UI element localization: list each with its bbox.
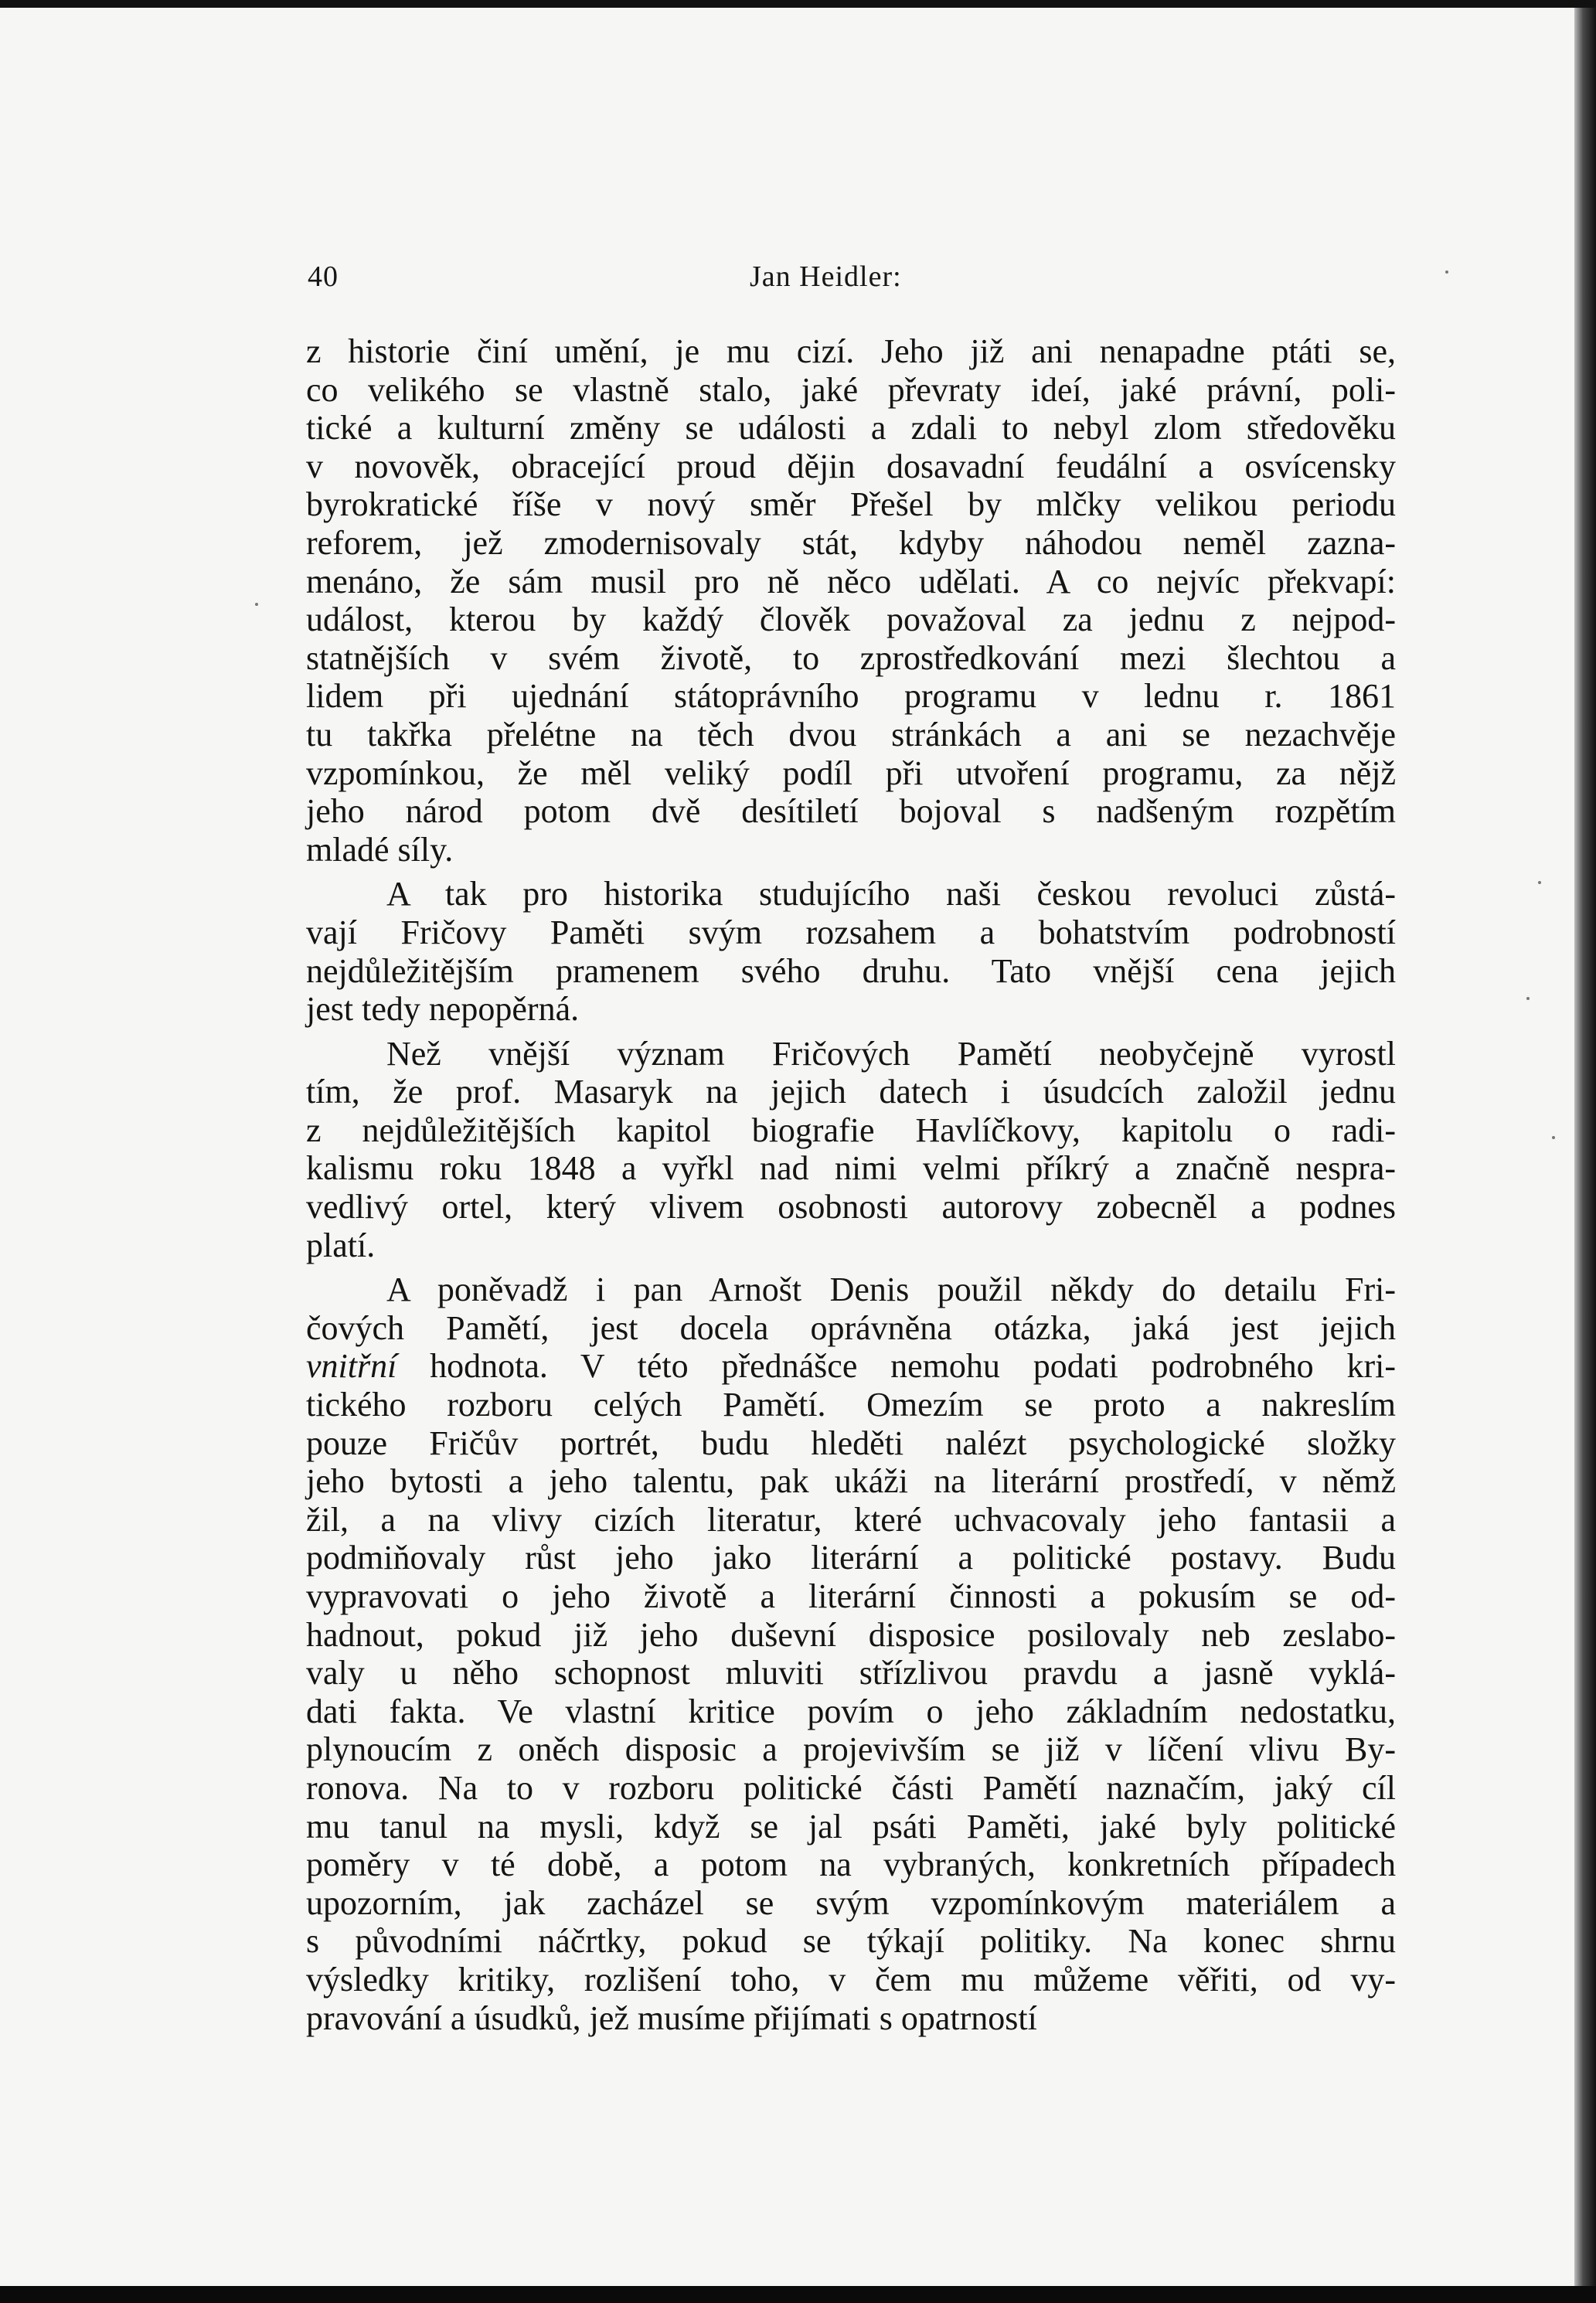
text-line: jeho národ potom dvě desítiletí bojoval s nadšeným rozpětím bbox=[306, 792, 1396, 831]
text-line: upozorním, jak zacházel se svým vzpomínkovým materiálem a bbox=[306, 1883, 1396, 1922]
text-line: lidem při ujednání státoprávního programu v lednu r. 1861 bbox=[306, 677, 1396, 716]
paragraph bbox=[306, 1035, 1396, 1265]
paragraph bbox=[306, 1271, 1396, 2037]
text-line: vají Fričovy Paměti svým rozsahem a bohatstvím podrobností bbox=[306, 913, 1396, 951]
text-line: platí. bbox=[306, 1226, 376, 1264]
text-line: jeho bytosti a jeho talentu, pak ukáži na literární prostředí, v němž bbox=[306, 1462, 1396, 1501]
text-line: jest tedy nepopěrná. bbox=[306, 990, 580, 1029]
text-line: mladé síly. bbox=[306, 830, 454, 869]
text-line: menáno, že sám musil pro ně něco udělati. A co nejvíc překvapí: bbox=[306, 562, 1396, 600]
text-line: A tak pro historika studujícího naši českou revoluci zůstá- bbox=[386, 875, 1396, 913]
text-line: žil, a na vlivy cizích literatur, které uchvacovaly jeho fantasii a bbox=[306, 1500, 1396, 1539]
text-line: Než vnější význam Fričových Pamětí neobyčejně vyrostl bbox=[386, 1034, 1396, 1073]
scan-edge-top bbox=[0, 0, 1596, 8]
text-line: v novověk, obracející proud dějin dosavadní feudální a osvícensky bbox=[306, 447, 1396, 485]
paragraph-gap bbox=[306, 1264, 1396, 1271]
text-line: vedlivý ortel, který vlivem osobnosti autorovy zobecněl a podnes bbox=[306, 1188, 1396, 1226]
scan-speck bbox=[1445, 270, 1448, 274]
body-text bbox=[306, 332, 1396, 2037]
text-line: co velikého se vlastně stalo, jaké převraty ideí, jaké právní, poli- bbox=[306, 370, 1396, 409]
text-line: poměry v té době, a potom na vybraných, konkretních případech bbox=[306, 1845, 1396, 1884]
paragraph-gap bbox=[306, 869, 1396, 875]
paragraph-gap bbox=[306, 1029, 1396, 1035]
text-line: valy u něho schopnost mluviti střízlivou pravdu a jasně vyklá- bbox=[306, 1654, 1396, 1692]
text-line: nejdůležitějším pramenem svého druhu. Tato vnější cena jejich bbox=[306, 951, 1396, 990]
text-line: dati fakta. Ve vlastní kritice povím o jeho základním nedostatku, bbox=[306, 1692, 1396, 1730]
text-line: z historie činí umění, je mu cizí. Jeho již ani nenapadne ptáti se, bbox=[306, 332, 1396, 370]
text-line: ronova. Na to v rozboru politické části Pamětí naznačím, jaký cíl bbox=[306, 1768, 1396, 1807]
scan-speck bbox=[1552, 1136, 1555, 1139]
text-line: událost, kterou by každý člověk považoval za jednu z nejpod- bbox=[306, 600, 1396, 639]
text-line: A poněvadž i pan Arnošt Denis použil někdy do detailu Fri- bbox=[386, 1271, 1396, 1309]
paragraph bbox=[306, 875, 1396, 1028]
text-line: statnějších v svém životě, to zprostředkování mezi šlechtou a bbox=[306, 638, 1396, 677]
text-line: tu takřka přelétne na těch dvou stránkách a ani se nezachvěje bbox=[306, 715, 1396, 753]
text-line: podmiňovaly růst jeho jako literární a politické postavy. Budu bbox=[306, 1539, 1396, 1577]
text-line: s původními náčrtky, pokud se týkají politiky. Na konec shrnu bbox=[306, 1922, 1396, 1961]
scan-speck bbox=[1526, 997, 1530, 1000]
text-line: plynoucím z oněch disposic a projevivším se již v líčení vlivu By- bbox=[306, 1730, 1396, 1769]
scan-edge-right bbox=[1574, 0, 1596, 2303]
text-line: reforem, jež zmodernisovaly stát, kdyby náhodou neměl zazna- bbox=[306, 523, 1396, 562]
text-line: vypravovati o jeho životě a literární činnosti a pokusím se od- bbox=[306, 1577, 1396, 1615]
scan-edge-bottom bbox=[0, 2286, 1596, 2303]
text-line: vnitřní hodnota. V této přednášce nemohu podati podrobného kri- bbox=[306, 1347, 1396, 1386]
text-line: čových Pamětí, jest docela oprávněna otázka, jaká jest jejich bbox=[306, 1308, 1396, 1347]
text-line: vzpomínkou, že měl veliký podíl při utvoření programu, za nějž bbox=[306, 753, 1396, 792]
text-line: z nejdůležitějších kapitol biografie Havlíčkovy, kapitolu o radi- bbox=[306, 1111, 1396, 1149]
scan-speck bbox=[255, 603, 258, 606]
text-line: kalismu roku 1848 a vyřkl nad nimi velmi příkrý a značně nespra- bbox=[306, 1149, 1396, 1188]
text-line: pravování a úsudků, jež musíme přijímati s opatrností bbox=[306, 1999, 1037, 2037]
paragraph bbox=[306, 332, 1396, 869]
text-line: hadnout, pokud již jeho duševní disposice posilovaly neb zeslabo- bbox=[306, 1615, 1396, 1654]
scan-speck bbox=[1538, 881, 1541, 884]
text-line: pouze Fričův portrét, budu hleděti nalézt psychologické složky bbox=[306, 1424, 1396, 1462]
page-number: 40 bbox=[308, 260, 339, 293]
page-header bbox=[308, 253, 1396, 300]
emphasized-word: vnitřní bbox=[306, 1347, 397, 1386]
text-line: výsledky kritiky, rozlišení toho, v čem mu můžeme věřiti, od vy- bbox=[306, 1960, 1396, 1999]
text-line: mu tanul na mysli, když se jal psáti Paměti, jaké byly politické bbox=[306, 1807, 1396, 1845]
text-line: byrokratické říše v nový směr Přešel by mlčky velikou periodu bbox=[306, 485, 1396, 524]
text-line: tím, že prof. Masaryk na jejich datech i úsudcích založil jednu bbox=[306, 1073, 1396, 1111]
text-line: tického rozboru celých Pamětí. Omezím se proto a nakreslím bbox=[306, 1386, 1396, 1424]
running-head: Jan Heidler: bbox=[750, 260, 902, 293]
text-line: tické a kulturní změny se události a zdali to nebyl zlom středověku bbox=[306, 409, 1396, 447]
